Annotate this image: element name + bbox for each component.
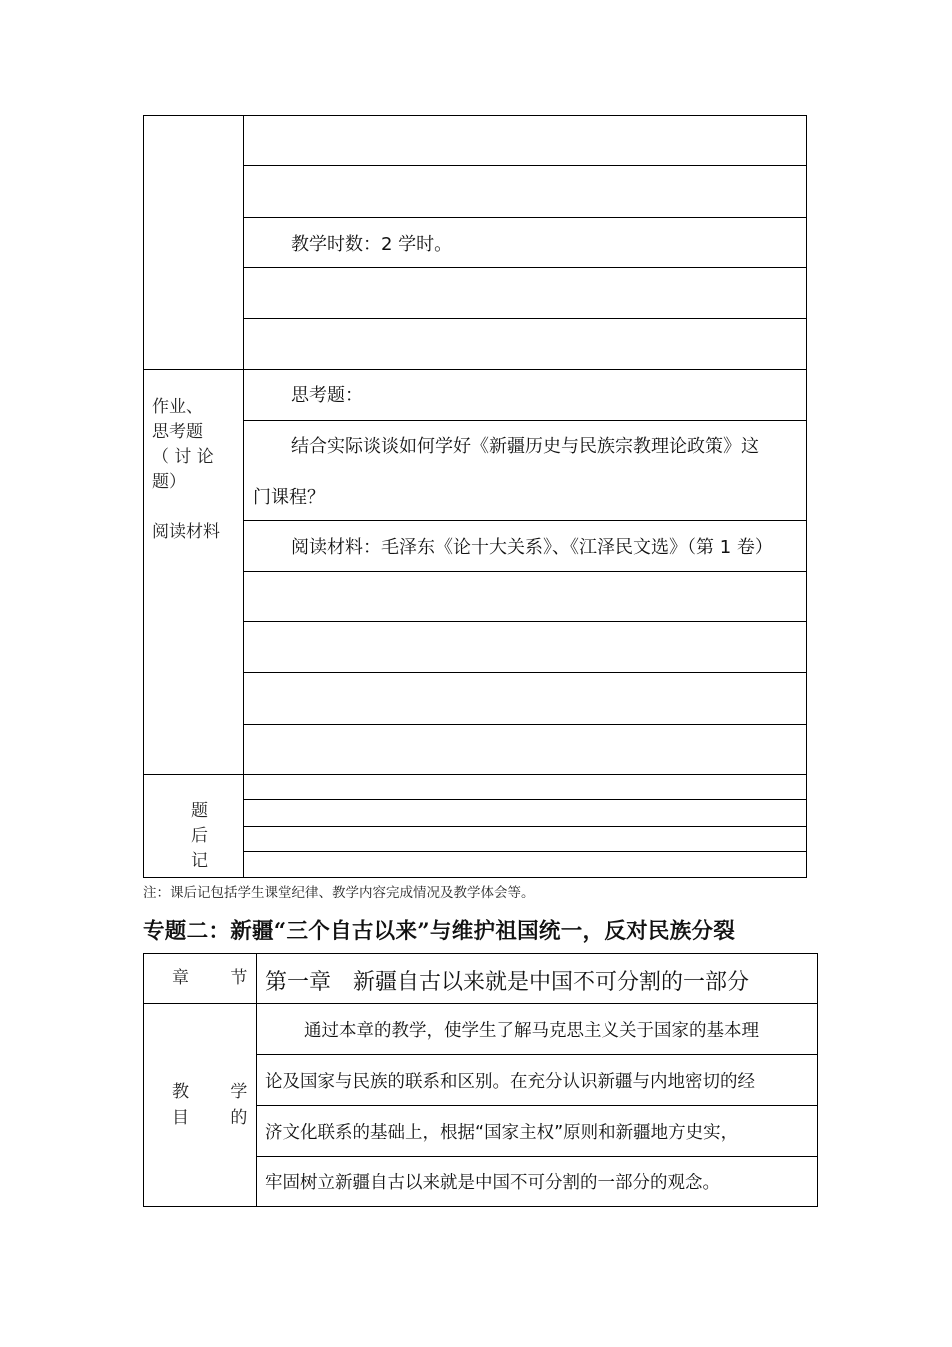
- row-divider: [243, 267, 807, 268]
- table-border-left: [143, 115, 144, 878]
- question-text-line2: 门课程？: [253, 487, 325, 508]
- homework-label-line: 思考题: [152, 422, 203, 442]
- row-divider: [243, 165, 807, 166]
- row-divider: [243, 672, 807, 673]
- goal-label-line2: 目 的: [172, 1108, 266, 1128]
- reading-material-label: 阅读材料: [152, 522, 220, 542]
- reading-material-text: 阅读材料：毛泽东《论十大关系》、《江泽民文选》（第 1 卷）: [291, 537, 773, 558]
- homework-label-line: （ 讨 论: [152, 447, 214, 467]
- row-divider: [243, 724, 807, 725]
- table-border-right: [806, 115, 807, 878]
- postscript-label-char: 后: [191, 826, 208, 846]
- table-border-right: [817, 953, 818, 1207]
- postscript-label-char: 记: [191, 851, 208, 871]
- row-divider: [256, 1105, 818, 1106]
- homework-label-line: 题）: [152, 472, 186, 492]
- row-divider: [256, 1054, 818, 1055]
- goal-text-line: 论及国家与民族的联系和区别。在充分认识新疆与内地密切的经: [265, 1072, 755, 1092]
- row-divider: [243, 520, 807, 521]
- table-border-left: [143, 953, 144, 1207]
- table-border-bottom: [143, 1206, 818, 1207]
- question-heading-text: 思考题：: [291, 385, 363, 406]
- row-divider: [256, 1156, 818, 1157]
- row-divider: [243, 420, 807, 421]
- row-divider: [243, 621, 807, 622]
- goal-label-line1: 教 学: [172, 1082, 266, 1102]
- row-divider: [243, 217, 807, 218]
- table-column-divider: [243, 115, 244, 878]
- goal-text-line: 济文化联系的基础上，根据“国家主权”原则和新疆地方史实，: [265, 1123, 739, 1143]
- section-divider: [143, 774, 807, 775]
- chapter-title: 第一章 新疆自古以来就是中国不可分割的一部分: [265, 970, 750, 995]
- postscript-label: [191, 799, 208, 874]
- table-border-top: [143, 953, 818, 954]
- goal-text-line: 通过本章的教学，使学生了解马克思主义关于国家的基本理: [304, 1021, 759, 1041]
- row-divider: [243, 571, 807, 572]
- question-text-line1: 结合实际谈谈如何学好《新疆历史与民族宗教理论政策》这: [291, 436, 759, 457]
- row-divider: [243, 826, 807, 827]
- homework-label: [152, 395, 214, 495]
- row-divider: [243, 851, 807, 852]
- homework-label-line: 作业、: [152, 397, 203, 417]
- chapter-label: 章 节: [172, 968, 266, 988]
- row-divider: [143, 1003, 818, 1004]
- teaching-hours-text: 教学时数：2 学时。: [291, 234, 453, 255]
- postscript-label-char: 题: [191, 801, 208, 821]
- row-divider: [243, 318, 807, 319]
- section-heading: 专题二：新疆“三个自古以来”与维护祖国统一，反对民族分裂: [143, 919, 736, 944]
- section-divider: [143, 369, 807, 370]
- row-divider: [243, 799, 807, 800]
- table-note: 注：课后记包括学生课堂纪律、教学内容完成情况及教学体会等。: [143, 885, 535, 901]
- goal-text-line: 牢固树立新疆自古以来就是中国不可分割的一部分的观念。: [265, 1173, 720, 1193]
